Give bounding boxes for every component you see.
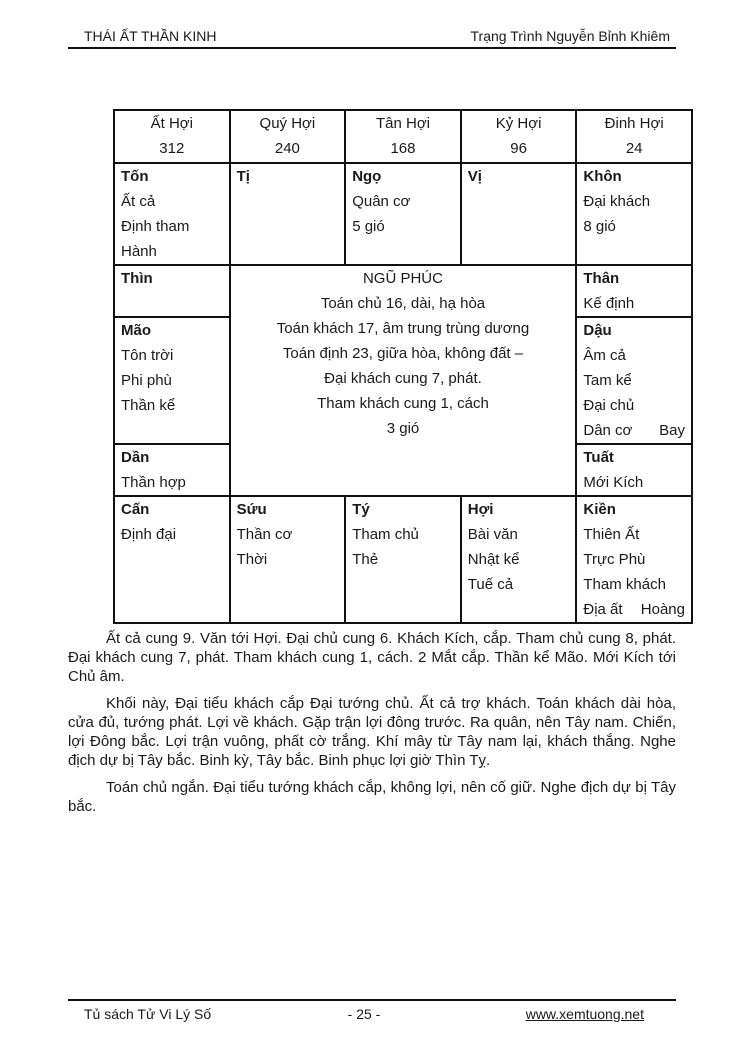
palace-hoi <box>461 496 577 623</box>
palace-suu <box>230 496 346 623</box>
palace-line: Quân cơ <box>352 193 411 210</box>
paragraph-1: Ất cả cung 9. Văn tới Hợi. Đại chủ cung 6. Khách Kích, cắp. Tham chủ cung 8, phát. Đại khách cung 7, phát. Tham khách cung 1, cách. 2 Mắt cắp. Thần kể Mão. Mới Kích tới Chủ âm. <box>68 630 676 685</box>
palace-title: Tý <box>352 501 370 518</box>
palace-line: Tham khách <box>583 576 666 593</box>
page-header <box>84 27 670 45</box>
bottom-palace-row <box>114 496 692 623</box>
center-line: Đại khách cung 7, phát. <box>324 370 482 387</box>
split-right: Bay <box>659 422 685 439</box>
split-left: Địa ất <box>583 601 623 618</box>
top-palace-row <box>114 163 692 265</box>
palace-title: Kiền <box>583 501 616 518</box>
palace-line: Thẻ <box>352 551 379 568</box>
palace-title: Ngọ <box>352 168 382 185</box>
palace-title: Tị <box>236 168 250 185</box>
center-line: 3 gió <box>386 420 420 437</box>
commentary-text <box>68 629 676 824</box>
palace-ti <box>230 163 346 265</box>
footer-series-title: Tủ sách Tử Vi Lý Số <box>84 1006 212 1022</box>
palace-line: Định tham <box>121 218 190 235</box>
palace-title: Thìn <box>121 270 153 287</box>
split-left: Dân cơ <box>583 422 633 439</box>
website-link[interactable]: www.xemtuong.net <box>525 1006 644 1022</box>
year-value: 24 <box>625 140 643 157</box>
palace-dau <box>576 317 692 444</box>
palace-kien <box>576 496 692 623</box>
middle-row-1 <box>114 265 692 317</box>
palace-ngo <box>345 163 461 265</box>
year-value: 96 <box>510 140 527 157</box>
year-cell-quy-hoi <box>230 110 346 163</box>
footer-rule <box>68 999 676 1001</box>
palace-than <box>576 265 692 317</box>
palace-line: Thần hợp <box>121 474 186 491</box>
year-name: Ất Hợi <box>150 115 193 132</box>
palace-title: Vị <box>467 168 482 185</box>
palace-line: Phi phù <box>121 372 172 389</box>
palace-line: Kế định <box>583 295 635 312</box>
year-row <box>114 110 692 163</box>
palace-line: Tôn trời <box>121 347 174 364</box>
palace-line: Thời <box>236 551 268 568</box>
palace-thin <box>114 265 230 317</box>
page-number: - 25 - <box>347 1006 381 1022</box>
palace-line: Mới Kích <box>583 474 644 491</box>
palace-dan <box>114 444 230 496</box>
palace-line: Thần cơ <box>236 526 293 543</box>
header-book-title: THÁI ẤT THẦN KINH <box>84 28 217 44</box>
page-footer <box>84 1005 644 1023</box>
divination-chart-table <box>113 109 693 624</box>
palace-line: Tham chủ <box>352 526 419 543</box>
year-cell-tan-hoi <box>345 110 461 163</box>
palace-line: Trực Phù <box>583 551 646 568</box>
palace-khon <box>576 163 692 265</box>
paragraph-2: Khối này, Đại tiểu khách cắp Đại tướng chủ. Ất cả trợ khách. Toán khách dài hòa, cửa đủ, tướng phát. Lợi về khách. Gặp trận lợi đông trước. Ra quân, nên Tây nam. Chiến, lợi Đông bắc. Lợi trận vuông, phất cờ trắng. Khí mây từ Tây nam lại, khách thắng. Nghe địch dự bị Tây bắc. Binh kỳ, Tây bắc. Binh phục lợi giờ Thìn Tỵ. <box>68 695 676 769</box>
split-right: Hoàng <box>640 601 685 618</box>
palace-line: Nhật kể <box>467 551 520 568</box>
palace-title: Khôn <box>583 168 622 185</box>
palace-line: Thiên Ất <box>583 526 640 543</box>
year-value: 240 <box>274 140 300 157</box>
palace-can <box>114 496 230 623</box>
palace-ty <box>345 496 461 623</box>
palace-title: Cấn <box>121 501 150 518</box>
palace-split-line <box>583 418 685 443</box>
header-rule <box>68 47 676 49</box>
palace-split-line <box>583 597 685 622</box>
palace-title: Dần <box>121 449 150 466</box>
palace-line: Tuế cả <box>467 576 514 593</box>
year-value: 312 <box>159 140 185 157</box>
paragraph-3: Toán chủ ngắn. Đại tiểu tướng khách cắp, không lợi, nên cố giữ. Nghe địch dự bị Tây bắc. <box>68 779 676 815</box>
palace-line: Định đại <box>121 526 177 543</box>
palace-line: Âm cả <box>583 347 626 364</box>
palace-title: Mão <box>121 322 151 339</box>
center-line: Toán định 23, giữa hòa, không đất – <box>282 345 524 362</box>
palace-line: Bài văn <box>467 526 518 543</box>
palace-line: Đại chủ <box>583 397 635 414</box>
palace-line: 5 gió <box>352 218 385 235</box>
year-name: Tân Hợi <box>375 115 430 132</box>
center-line: Toán khách 17, âm trung trùng dương <box>276 320 530 337</box>
year-name: Kỷ Hợi <box>495 115 542 132</box>
year-cell-dinh-hoi <box>576 110 692 163</box>
year-name: Đinh Hợi <box>604 115 664 132</box>
palace-title: Sứu <box>236 501 267 518</box>
palace-line: Hành <box>121 243 157 260</box>
palace-mao <box>114 317 230 444</box>
palace-title: Thân <box>583 270 620 287</box>
center-line: Tham khách cung 1, cách <box>317 395 489 412</box>
center-cell-ngu-phuc <box>230 265 577 496</box>
palace-vi <box>461 163 577 265</box>
palace-tuat <box>576 444 692 496</box>
center-title: NGŨ PHÚC <box>362 270 443 287</box>
center-line: Toán chủ 16, dài, hạ hòa <box>320 295 486 312</box>
palace-ton <box>114 163 230 265</box>
palace-title: Hợi <box>467 501 494 518</box>
palace-line: Ất cả <box>121 193 156 210</box>
palace-title: Tuất <box>583 449 614 466</box>
year-name: Quý Hợi <box>259 115 316 132</box>
palace-line: Thần kể <box>121 397 176 414</box>
year-value: 168 <box>390 140 416 157</box>
palace-title: Tốn <box>121 168 149 185</box>
year-cell-at-hoi <box>114 110 230 163</box>
year-cell-ky-hoi <box>461 110 577 163</box>
palace-title: Dậu <box>583 322 612 339</box>
palace-line: Đại khách <box>583 193 651 210</box>
header-author: Trạng Trình Nguyễn Bỉnh Khiêm <box>470 28 670 44</box>
palace-line: Tam kể <box>583 372 632 389</box>
palace-line: 8 gió <box>583 218 616 235</box>
